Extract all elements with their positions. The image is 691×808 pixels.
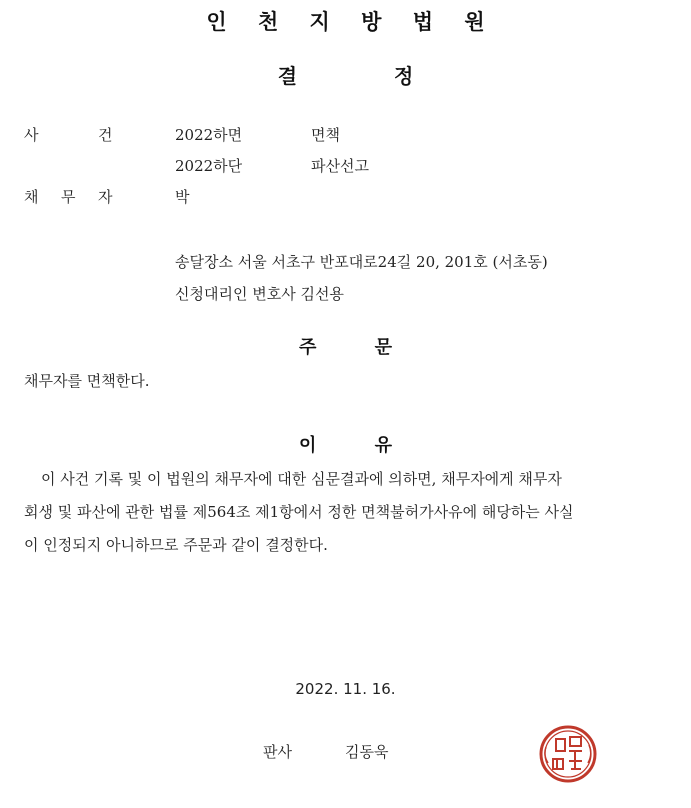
document-title: 결 정: [277, 64, 414, 88]
debtor-label-char-1: 채: [24, 188, 39, 206]
case-label-char-2: 건: [98, 126, 113, 144]
decision-date: 2022. 11. 16.: [295, 680, 396, 698]
case-number-1: 2022하면: [175, 126, 243, 144]
court-name: 인 천 지 방 법 원: [206, 10, 497, 34]
order-text: 채무자를 면책한다.: [24, 372, 150, 390]
case-type-2: 파산선고: [311, 157, 369, 175]
case-label-char-1: 사: [24, 126, 39, 144]
judge-seal-stamp: [531, 717, 605, 791]
case-type-1: 면책: [311, 126, 340, 144]
order-heading: 주 문: [298, 337, 393, 358]
judge-name: 김동욱: [345, 743, 389, 761]
judge-title: 판사: [263, 743, 292, 761]
reason-line-2: 회생 및 파산에 관한 법률 제564조 제1항에서 정한 면책불허가사유에 해당하는 사실: [24, 503, 574, 521]
seal-icon: [531, 717, 605, 791]
debtor-label-char-2: 무: [61, 188, 76, 206]
applicant-agent: 신청대리인 변호사 김선용: [175, 285, 344, 303]
reason-heading: 이 유: [298, 435, 393, 456]
debtor-name: 박: [175, 188, 190, 206]
reason-line-3: 이 인정되지 아니하므로 주문과 같이 결정한다.: [24, 536, 328, 554]
reason-line-1: 이 사건 기록 및 이 법원의 채무자에 대한 심문결과에 의하면, 채무자에게 채무자: [41, 470, 562, 488]
debtor-label-char-3: 자: [98, 188, 113, 206]
case-number-2: 2022하단: [175, 157, 243, 175]
service-address: 송달장소 서울 서초구 반포대로24길 20, 201호 (서초동): [175, 253, 548, 271]
